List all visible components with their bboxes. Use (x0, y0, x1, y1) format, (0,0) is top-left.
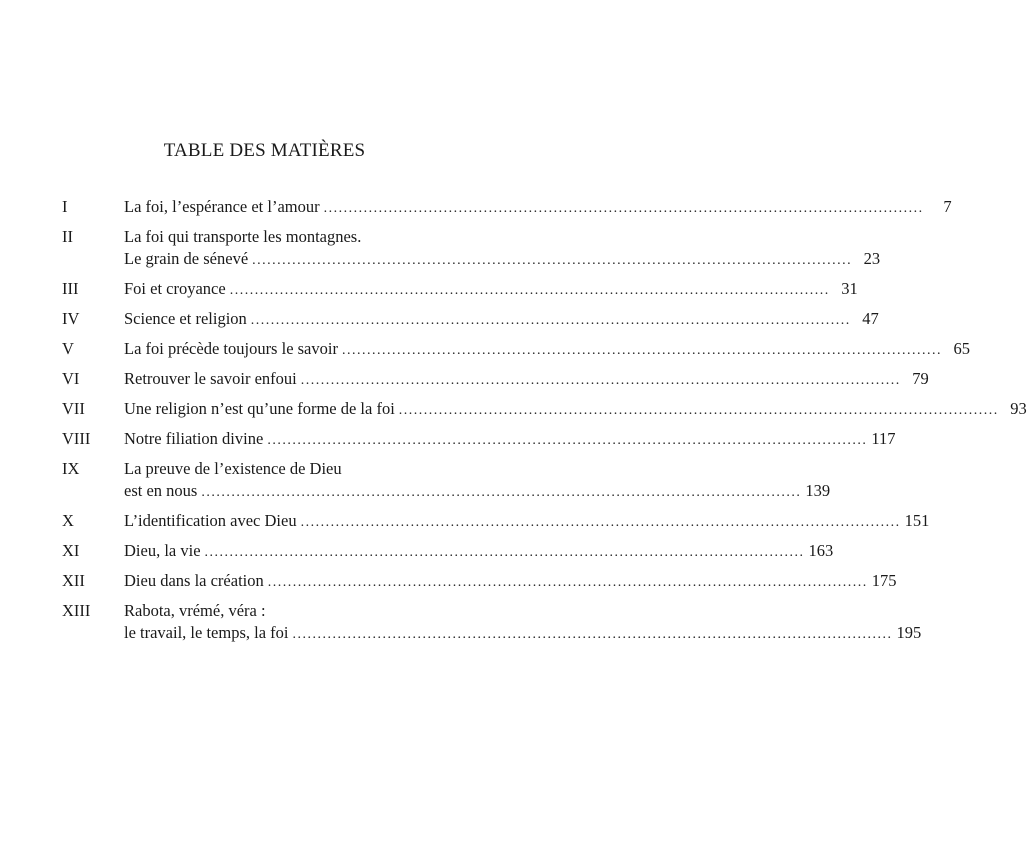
toc-line (62, 398, 1027, 420)
toc-line (62, 480, 831, 502)
chapter-title: le travail, le temps, la foi (124, 623, 289, 642)
toc-entry (62, 600, 922, 644)
page-number: 7 (943, 197, 952, 216)
toc-line (62, 196, 952, 218)
toc-entry (62, 458, 831, 502)
chapter-number: VIII (62, 429, 91, 448)
page-number: 139 (805, 481, 831, 500)
chapter-title: Dieu, la vie (124, 541, 201, 560)
toc-line (62, 622, 922, 644)
chapter-title: Une religion n’est qu’une forme de la foi (124, 399, 395, 418)
toc-line (62, 278, 858, 300)
chapter-number: X (62, 511, 74, 530)
dot-leader: ........................................................................................................................ (300, 373, 901, 388)
dot-leader: ........................................................................................................................ (201, 485, 802, 500)
toc-line (62, 248, 881, 270)
toc-line (62, 338, 970, 360)
chapter-number: XI (62, 541, 80, 560)
toc-entry (62, 368, 929, 390)
toc-entry (62, 308, 879, 330)
toc-line (62, 226, 460, 248)
dot-leader: ........................................................................................................................ (267, 433, 868, 448)
page-number: 65 (953, 339, 970, 358)
page-number: 31 (841, 279, 858, 298)
toc-line (62, 308, 879, 330)
chapter-number: XII (62, 571, 85, 590)
chapter-number: IX (62, 459, 80, 478)
toc-entry (62, 510, 930, 532)
toc-line (62, 600, 460, 622)
toc-entry (62, 398, 1027, 420)
chapter-number: V (62, 339, 74, 358)
page-number: 23 (863, 249, 881, 268)
chapter-number: I (62, 197, 68, 216)
chapter-title: L’identification avec Dieu (124, 511, 297, 530)
page-number: 195 (896, 623, 922, 642)
chapter-title: La preuve de l’existence de Dieu (124, 459, 342, 478)
page-number: 117 (871, 429, 896, 448)
chapter-title: La foi, l’espérance et l’amour (124, 197, 320, 216)
chapter-title: La foi qui transporte les montagnes. (124, 227, 362, 246)
chapter-title: Science et religion (124, 309, 247, 328)
chapter-number: XIII (62, 601, 91, 620)
chapter-title: Le grain de sénevé (124, 249, 249, 268)
chapter-title: Notre filiation divine (124, 429, 264, 448)
dot-leader: ........................................................................................................................ (341, 343, 942, 358)
page-number: 151 (904, 511, 930, 530)
chapter-number: VI (62, 369, 80, 388)
page-title: TABLE DES MATIÈRES (163, 140, 366, 161)
toc-entry (62, 226, 881, 270)
chapter-number: VII (62, 399, 85, 418)
chapter-title: Dieu dans la création (124, 571, 264, 590)
table-of-contents (62, 196, 1027, 652)
page-number: 93 (1010, 399, 1027, 418)
chapter-title: Rabota, vrémé, véra : (124, 601, 266, 620)
toc-line (62, 458, 460, 480)
toc-entry (62, 540, 834, 562)
dot-leader: ........................................................................................................................ (204, 545, 805, 560)
dot-leader: ........................................................................................................................ (398, 403, 999, 418)
chapter-title: Retrouver le savoir enfoui (124, 369, 297, 388)
dot-leader: ........................................................................................................................ (323, 201, 924, 216)
toc-entry (62, 428, 896, 450)
page-number: 79 (912, 369, 929, 388)
toc-entry (62, 278, 858, 300)
chapter-number: III (62, 279, 79, 298)
dot-leader: ........................................................................................................................ (267, 575, 868, 590)
toc-line (62, 540, 834, 562)
dot-leader: ........................................................................................................................ (292, 627, 893, 642)
toc-entry (62, 196, 952, 218)
toc-line (62, 570, 897, 592)
toc-line (62, 510, 930, 532)
page-number: 163 (808, 541, 834, 560)
toc-entry (62, 338, 970, 360)
dot-leader: ........................................................................................................................ (229, 283, 830, 298)
page-number: 175 (871, 571, 897, 590)
toc-line (62, 428, 896, 450)
toc-line (62, 368, 929, 390)
chapter-title: Foi et croyance (124, 279, 226, 298)
chapter-number: II (62, 227, 73, 246)
page-number: 47 (862, 309, 879, 328)
chapter-title: La foi précède toujours le savoir (124, 339, 338, 358)
toc-entry (62, 570, 897, 592)
chapter-number: IV (62, 309, 80, 328)
dot-leader: ........................................................................................................................ (250, 313, 851, 328)
dot-leader: ........................................................................................................................ (300, 515, 901, 530)
chapter-title: est en nous (124, 481, 198, 500)
dot-leader: ........................................................................................................................ (252, 253, 853, 268)
